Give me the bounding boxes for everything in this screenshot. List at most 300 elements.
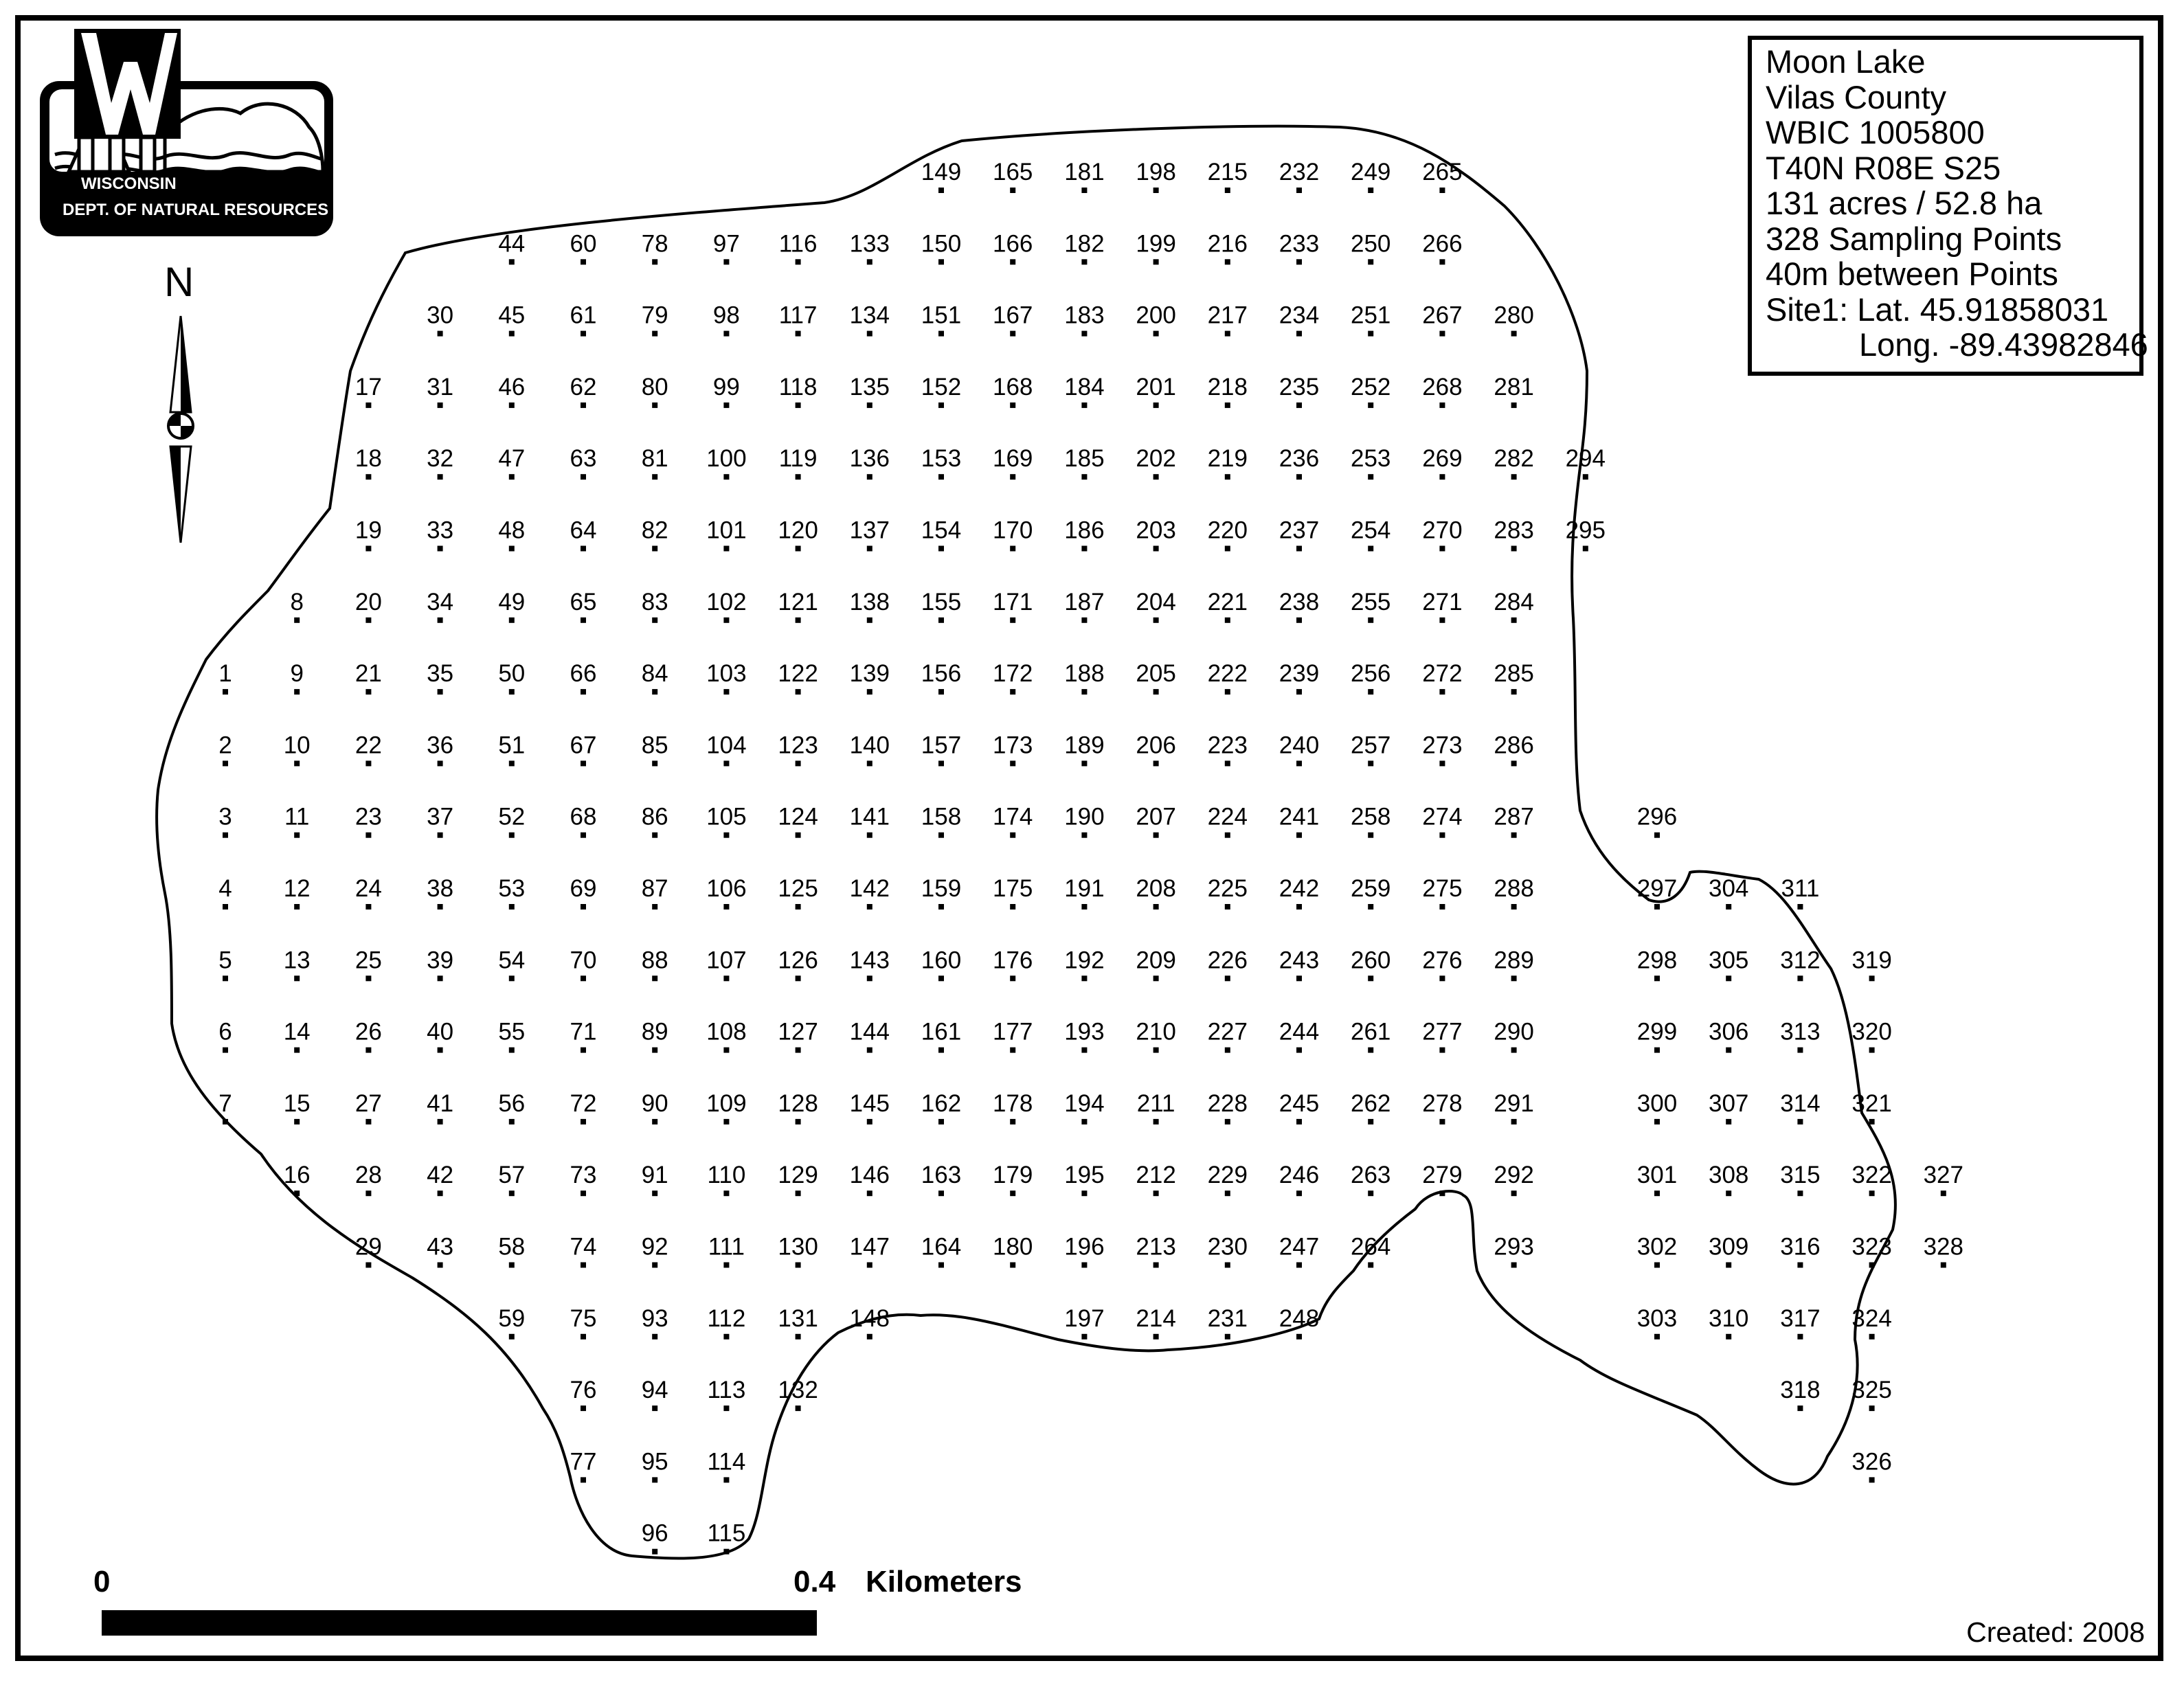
sampling-point-label: 244 [1279, 1018, 1320, 1046]
sampling-point-marker [223, 689, 228, 694]
sampling-point-label: 147 [849, 1233, 890, 1261]
sampling-point-label: 28 [354, 1162, 382, 1189]
sampling-point-label: 324 [1851, 1304, 1892, 1332]
sampling-point-label: 227 [1207, 1018, 1248, 1046]
sampling-point-label: 297 [1636, 875, 1678, 902]
sampling-point-marker [1296, 331, 1302, 337]
sampling-point-label: 137 [849, 517, 890, 544]
sampling-point-label: 192 [1064, 947, 1105, 974]
sampling-point-marker [1225, 1119, 1230, 1125]
sampling-point-marker [652, 259, 657, 264]
sampling-point-marker [796, 1405, 801, 1411]
sampling-point-label: 34 [427, 588, 454, 615]
sampling-point-marker [1081, 403, 1087, 408]
sampling-point-marker [509, 546, 515, 552]
sampling-point-marker [1225, 474, 1230, 479]
sampling-point-marker [1654, 1263, 1660, 1268]
sampling-point-marker [1439, 760, 1445, 766]
sampling-point-label: 72 [570, 1089, 597, 1117]
sampling-point-marker [509, 833, 515, 838]
sampling-point-label: 104 [706, 732, 747, 759]
sampling-point-label: 23 [354, 803, 382, 831]
sampling-point-marker [723, 1190, 729, 1196]
sampling-point-label: 321 [1851, 1089, 1892, 1117]
sampling-point-label: 60 [570, 230, 597, 258]
sampling-point-label: 111 [708, 1233, 745, 1261]
sampling-point-marker [438, 618, 443, 623]
map-info-box [1748, 36, 2148, 376]
sampling-point-label: 155 [921, 588, 962, 615]
sampling-point-label: 229 [1207, 1162, 1248, 1189]
sampling-point-label: 318 [1780, 1377, 1821, 1404]
sampling-point-label: 127 [778, 1018, 818, 1046]
sampling-point-marker [1153, 259, 1159, 264]
sampling-point-marker [867, 1048, 873, 1053]
sampling-point-label: 21 [354, 660, 382, 688]
sampling-point-marker [1368, 975, 1373, 981]
sampling-point-marker [867, 1334, 873, 1340]
sampling-point-label: 260 [1350, 947, 1391, 974]
sampling-point-marker [1225, 1263, 1230, 1268]
sampling-point-label: 11 [284, 803, 310, 831]
sampling-point-label: 6 [218, 1018, 232, 1046]
sampling-point-label: 63 [570, 445, 597, 473]
sampling-point-marker [1797, 904, 1803, 910]
sampling-point-label: 65 [570, 588, 597, 615]
sampling-point-label: 99 [712, 373, 740, 400]
sampling-point-label: 261 [1350, 1018, 1391, 1046]
sampling-point-label: 242 [1279, 875, 1320, 902]
sampling-point-label: 288 [1494, 875, 1534, 902]
sampling-point-marker [1010, 331, 1015, 337]
sampling-point-label: 130 [778, 1233, 818, 1261]
sampling-point-label: 151 [921, 302, 962, 329]
sampling-point-marker [1153, 760, 1159, 766]
sampling-point-label: 218 [1207, 373, 1248, 400]
sampling-point-label: 114 [707, 1448, 746, 1476]
sampling-point-label: 33 [427, 517, 454, 544]
sampling-point-marker [1225, 904, 1230, 910]
sampling-point-label: 142 [849, 875, 890, 902]
sampling-point-marker [1296, 546, 1302, 552]
sampling-point-marker [1153, 904, 1159, 910]
sampling-point-marker [723, 618, 729, 623]
sampling-point-marker [223, 1048, 228, 1053]
sampling-point-label: 270 [1422, 517, 1463, 544]
sampling-point-label: 203 [1136, 517, 1176, 544]
sampling-point-label: 267 [1422, 302, 1463, 329]
sampling-point-marker [1010, 689, 1015, 694]
sampling-point-label: 299 [1636, 1018, 1678, 1046]
sampling-point-marker [1439, 403, 1445, 408]
sampling-point-marker [1296, 1263, 1302, 1268]
sampling-point-marker [581, 331, 586, 337]
sampling-point-marker [867, 618, 873, 623]
sampling-point-label: 199 [1136, 230, 1176, 258]
sampling-point-label: 44 [498, 230, 526, 258]
sampling-point-label: 170 [992, 517, 1033, 544]
sampling-point-label: 123 [778, 732, 818, 759]
sampling-point-label: 311 [1781, 875, 1820, 902]
sampling-point-label: 320 [1851, 1018, 1892, 1046]
sampling-point-marker [723, 546, 729, 552]
sampling-point-marker [1081, 760, 1087, 766]
sampling-point-label: 109 [706, 1089, 747, 1117]
sampling-point-marker [223, 760, 228, 766]
sampling-point-label: 24 [354, 875, 382, 902]
sampling-point-marker [1010, 188, 1015, 193]
sampling-point-marker [438, 1119, 443, 1125]
sampling-point-label: 226 [1207, 947, 1248, 974]
sampling-point-marker [938, 1048, 944, 1053]
sampling-point-marker [1368, 1119, 1373, 1125]
sampling-point-marker [1439, 833, 1445, 838]
sampling-point-label: 177 [992, 1018, 1033, 1046]
sampling-point-label: 309 [1708, 1233, 1749, 1261]
sampling-point-label: 110 [707, 1162, 746, 1189]
sampling-point-label: 225 [1207, 875, 1248, 902]
sampling-point-label: 145 [849, 1089, 890, 1117]
sampling-point-marker [1726, 975, 1731, 981]
sampling-point-marker [1153, 331, 1159, 337]
sampling-point-label: 268 [1422, 373, 1463, 400]
sampling-point-marker [1654, 904, 1660, 910]
sampling-point-marker [796, 618, 801, 623]
sampling-point-label: 276 [1422, 947, 1463, 974]
sampling-point-marker [867, 1119, 873, 1125]
sampling-point-label: 139 [849, 660, 890, 688]
sampling-point-marker [438, 833, 443, 838]
sampling-point-label: 115 [707, 1520, 746, 1547]
sampling-point-label: 80 [641, 373, 668, 400]
sampling-point-label: 194 [1064, 1089, 1105, 1117]
sampling-point-marker [652, 1477, 657, 1482]
sampling-point-label: 50 [498, 660, 526, 688]
sampling-point-label: 25 [354, 947, 382, 974]
sampling-point-marker [1225, 975, 1230, 981]
sampling-point-label: 251 [1350, 302, 1391, 329]
sampling-point-marker [1225, 689, 1230, 694]
sampling-point-marker [365, 1190, 371, 1196]
sampling-point-marker [1225, 259, 1230, 264]
sampling-point-marker [1439, 546, 1445, 552]
sampling-point-label: 294 [1565, 445, 1606, 473]
sampling-point-marker [294, 1119, 300, 1125]
sampling-point-label: 96 [641, 1520, 668, 1547]
sampling-point-label: 47 [498, 445, 526, 473]
sampling-point-marker [1081, 1334, 1087, 1340]
sampling-point-label: 290 [1494, 1018, 1534, 1046]
sampling-point-marker [1368, 1048, 1373, 1053]
sampling-point-label: 273 [1422, 732, 1463, 759]
sampling-point-label: 134 [849, 302, 890, 329]
sampling-point-marker [509, 474, 515, 479]
sampling-point-marker [1726, 904, 1731, 910]
sampling-point-label: 323 [1851, 1233, 1892, 1261]
sampling-point-marker [1368, 188, 1373, 193]
sampling-point-label: 53 [498, 875, 526, 902]
sampling-point-marker [365, 833, 371, 838]
sampling-point-label: 302 [1636, 1233, 1678, 1261]
sampling-point-label: 210 [1136, 1018, 1176, 1046]
sampling-point-label: 310 [1708, 1304, 1749, 1332]
created-date: Created: 2008 [1966, 1616, 2145, 1648]
sampling-point-label: 305 [1708, 947, 1749, 974]
sampling-point-label: 74 [570, 1233, 597, 1261]
sampling-point-marker [1511, 1263, 1517, 1268]
scale-unit-label: Kilometers [866, 1565, 1022, 1599]
sampling-point-marker [723, 474, 729, 479]
sampling-point-label: 263 [1350, 1162, 1391, 1189]
sampling-point-label: 207 [1136, 803, 1176, 831]
sampling-point-marker [1153, 1334, 1159, 1340]
sampling-point-label: 221 [1207, 588, 1248, 615]
sampling-point-label: 36 [427, 732, 454, 759]
sampling-point-marker [1797, 975, 1803, 981]
sampling-point-label: 108 [706, 1018, 747, 1046]
sampling-point-label: 240 [1279, 732, 1320, 759]
sampling-point-label: 17 [354, 373, 382, 400]
sampling-point-marker [652, 1190, 657, 1196]
sampling-point-label: 62 [570, 373, 597, 400]
sampling-point-marker [723, 1048, 729, 1053]
sampling-point-marker [1225, 760, 1230, 766]
sampling-point-marker [867, 474, 873, 479]
sampling-point-label: 189 [1064, 732, 1105, 759]
sampling-point-label: 55 [498, 1018, 526, 1046]
sampling-point-label: 42 [427, 1162, 454, 1189]
sampling-point-marker [1153, 1190, 1159, 1196]
sampling-point-marker [1511, 546, 1517, 552]
sampling-point-label: 146 [849, 1162, 890, 1189]
sampling-point-marker [1654, 975, 1660, 981]
sampling-point-label: 64 [570, 517, 597, 544]
sampling-point-marker [1941, 1190, 1946, 1196]
sampling-point-marker [652, 689, 657, 694]
sampling-point-label: 37 [427, 803, 454, 831]
sampling-point-label: 3 [218, 803, 232, 831]
sampling-point-label: 183 [1064, 302, 1105, 329]
sampling-point-marker [723, 833, 729, 838]
sampling-point-label: 153 [921, 445, 962, 473]
sampling-point-marker [1726, 1119, 1731, 1125]
sampling-point-marker [509, 689, 515, 694]
sampling-point-label: 144 [849, 1018, 890, 1046]
sampling-point-marker [796, 403, 801, 408]
sampling-point-marker [581, 833, 586, 838]
county-name: Vilas County [1766, 78, 1946, 115]
sampling-point-label: 217 [1207, 302, 1248, 329]
sampling-point-marker [1153, 975, 1159, 981]
sampling-point-marker [1153, 1263, 1159, 1268]
sampling-point-label: 239 [1279, 660, 1320, 688]
sampling-point-label: 257 [1350, 732, 1391, 759]
sampling-point-marker [509, 760, 515, 766]
sampling-point-marker [1153, 833, 1159, 838]
sampling-point-marker [867, 689, 873, 694]
sampling-point-marker [938, 618, 944, 623]
sampling-point-label: 169 [992, 445, 1033, 473]
sampling-point-marker [652, 760, 657, 766]
sampling-point-marker [796, 546, 801, 552]
sampling-point-marker [509, 259, 515, 264]
sampling-point-label: 43 [427, 1233, 454, 1261]
sampling-point-marker [867, 546, 873, 552]
sampling-point-marker [652, 904, 657, 910]
sampling-point-marker [581, 1119, 586, 1125]
sampling-point-marker [223, 904, 228, 910]
sampling-point-marker [1010, 833, 1015, 838]
sampling-point-marker [1439, 618, 1445, 623]
sampling-point-label: 119 [778, 445, 818, 473]
sampling-point-marker [1010, 403, 1015, 408]
sampling-point-marker [1225, 1334, 1230, 1340]
sampling-point-label: 243 [1279, 947, 1320, 974]
sampling-point-marker [581, 1048, 586, 1053]
sampling-point-label: 325 [1851, 1377, 1892, 1404]
sampling-point-marker [1081, 1048, 1087, 1053]
sampling-point-marker [1439, 975, 1445, 981]
sampling-point-label: 121 [778, 588, 818, 615]
sampling-point-marker [652, 975, 657, 981]
sampling-point-label: 149 [921, 159, 962, 185]
sampling-point-label: 148 [849, 1304, 890, 1332]
sampling-point-label: 15 [283, 1089, 311, 1117]
sampling-point-label: 112 [707, 1304, 746, 1332]
sampling-point-marker [867, 760, 873, 766]
township-range-section: T40N R08E S25 [1766, 149, 2001, 186]
sampling-point-marker [1511, 975, 1517, 981]
sampling-point-marker [294, 975, 300, 981]
sampling-point-label: 158 [921, 803, 962, 831]
sampling-point-marker [581, 403, 586, 408]
sampling-point-marker [581, 474, 586, 479]
sampling-point-marker [1511, 904, 1517, 910]
sampling-point-marker [1153, 1119, 1159, 1125]
sampling-point-marker [1010, 259, 1015, 264]
sampling-point-label: 262 [1350, 1089, 1391, 1117]
sampling-point-label: 9 [290, 660, 304, 688]
sampling-point-marker [438, 975, 443, 981]
sampling-point-label: 29 [354, 1233, 382, 1261]
sampling-point-marker [867, 1190, 873, 1196]
sampling-point-label: 16 [283, 1162, 311, 1189]
sampling-point-marker [1439, 474, 1445, 479]
sampling-point-label: 141 [849, 803, 890, 831]
sampling-point-marker [938, 331, 944, 337]
sampling-point-label: 296 [1636, 803, 1678, 831]
sampling-point-marker [1368, 1190, 1373, 1196]
sampling-point-marker [1726, 1334, 1731, 1340]
sampling-point-label: 275 [1422, 875, 1463, 902]
sampling-point-label: 10 [283, 732, 311, 759]
sampling-point-label: 326 [1851, 1448, 1892, 1476]
wbic-code: WBIC 1005800 [1766, 114, 1985, 150]
sampling-point-label: 180 [992, 1233, 1033, 1261]
sampling-point-marker [652, 1119, 657, 1125]
sampling-point-label: 312 [1780, 947, 1821, 974]
sampling-point-marker [796, 975, 801, 981]
sampling-point-label: 272 [1422, 660, 1463, 688]
sampling-point-label: 252 [1350, 373, 1391, 400]
sampling-point-marker [581, 1263, 586, 1268]
sampling-point-label: 314 [1780, 1089, 1821, 1117]
sampling-point-marker [1081, 904, 1087, 910]
scale-end-label: 0.4 [793, 1565, 836, 1599]
sampling-point-marker [509, 331, 515, 337]
sampling-point-marker [509, 403, 515, 408]
sampling-point-marker [1081, 833, 1087, 838]
sampling-point-marker [365, 760, 371, 766]
sampling-point-marker [867, 833, 873, 838]
sampling-point-label: 154 [921, 517, 962, 544]
sampling-point-label: 78 [641, 230, 668, 258]
sampling-point-marker [938, 546, 944, 552]
sampling-point-label: 98 [712, 302, 740, 329]
sampling-point-marker [1153, 1048, 1159, 1053]
site-latitude: Site1: Lat. 45.91858031 [1766, 291, 2109, 328]
sampling-point-label: 216 [1207, 230, 1248, 258]
sampling-point-label: 93 [641, 1304, 668, 1332]
sampling-point-marker [1869, 1334, 1875, 1340]
sampling-point-marker [223, 975, 228, 981]
sampling-point-marker [1010, 1048, 1015, 1053]
sampling-point-marker [723, 259, 729, 264]
sampling-point-label: 81 [641, 445, 668, 473]
sampling-point-label: 125 [778, 875, 818, 902]
north-arrow [168, 316, 193, 543]
sampling-point-label: 5 [218, 947, 232, 974]
sampling-point-marker [1511, 833, 1517, 838]
sampling-point-label: 265 [1422, 159, 1463, 185]
lake-name: Moon Lake [1766, 43, 1926, 80]
sampling-point-label: 185 [1064, 445, 1105, 473]
sampling-point-label: 179 [992, 1162, 1033, 1189]
sampling-point-marker [1368, 1263, 1373, 1268]
sampling-point-label: 61 [570, 302, 597, 329]
sampling-point-marker [438, 904, 443, 910]
sampling-point-marker [1726, 1190, 1731, 1196]
sampling-point-marker [1439, 689, 1445, 694]
sampling-point-label: 32 [427, 445, 454, 473]
sampling-point-marker [1869, 1477, 1875, 1482]
sampling-point-label: 7 [218, 1089, 232, 1117]
sampling-point-marker [1081, 618, 1087, 623]
sampling-point-marker [1225, 403, 1230, 408]
sampling-point-label: 271 [1422, 588, 1463, 615]
sampling-point-label: 214 [1136, 1304, 1176, 1332]
sampling-point-label: 79 [641, 302, 668, 329]
sampling-point-label: 51 [498, 732, 526, 759]
sampling-point-label: 176 [992, 947, 1033, 974]
sampling-point-marker [796, 689, 801, 694]
sampling-point-marker [938, 259, 944, 264]
sampling-point-marker [509, 618, 515, 623]
scale-bar [102, 1610, 817, 1636]
sampling-point-marker [1797, 1190, 1803, 1196]
sampling-point-label: 35 [427, 660, 454, 688]
sampling-point-marker [796, 760, 801, 766]
sampling-point-label: 8 [290, 588, 304, 615]
sampling-point-marker [1869, 1048, 1875, 1053]
sampling-point-marker [867, 904, 873, 910]
sampling-point-label: 163 [921, 1162, 962, 1189]
sampling-point-label: 117 [778, 302, 818, 329]
sampling-point-label: 150 [921, 230, 962, 258]
sampling-point-label: 182 [1064, 230, 1105, 258]
sampling-point-label: 279 [1422, 1162, 1463, 1189]
sampling-point-label: 85 [641, 732, 668, 759]
